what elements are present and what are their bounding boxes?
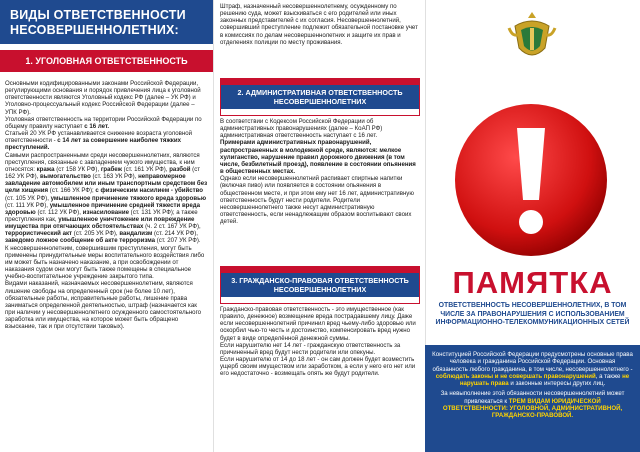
column-left <box>0 0 213 452</box>
paragraph: Уголовная ответственность на территории Российской Федерации по общему правилу наступает с 16 лет. <box>5 115 202 130</box>
section-administrative-title: 2. АДМИНИСТРАТИВНАЯ ОТВЕТСТВЕННОСТЬ НЕСОВЕРШЕННОЛЕТНИХ <box>221 85 419 109</box>
section-civil-header <box>220 266 420 304</box>
paragraph: Если нарушителю нет 14 лет - гражданскую ответственность за причиненный вред будут нести родители или опекуны. <box>220 341 401 356</box>
main-heading-line1: ВИДЫ ОТВЕТСТВЕННОСТИ <box>10 8 186 22</box>
paragraph: Однако если несовершеннолетний распивает спиртные напитки (включая пиво) или появляется в состоянии опьянения в общественном месте, и при этом ему нет 16 лет, административную ответственность будут нести родители. Родители несовершеннолетнего также несут административную ответственность, если ненадлежащим образом воспитывают своих детей. <box>220 175 414 226</box>
fine-text: Штраф, назначенный несовершеннолетнему, осужденному по решению суда, может взыскиваться с его родителей или иных законных представителей с их согласия. Несовершеннолетний, совершивший преступление подлежит обязательной постановке учет в комиссиях по делам несовершеннолетних и защите их прав и отделениях полиции по месту проживания. <box>220 3 418 46</box>
leaflet-title: ПАМЯТКА <box>452 265 613 300</box>
exclamation-icon <box>451 100 611 260</box>
paragraph: К несовершеннолетним, совершившим преступления, могут быть применены принудительные меры воспитательного воздействия либо им может быть назначено наказание, а при освобождении от наказания судом они могут быть также помещены в специальное учебно-воспитательное учреждение закрытого типа. <box>5 244 205 281</box>
main-heading-line2: НЕСОВЕРШЕННОЛЕТНИХ: <box>10 23 179 37</box>
paragraph: Примерами административных правонарушений, распространенных в молодежной среде, являются: мелкое хулиганство, нарушение правил дорожного движения (в том числе, безбилетный проезд), появление в состоянии опьянения в общественных местах. <box>220 139 416 176</box>
section-administrative-header <box>220 78 420 116</box>
constitution-box <box>425 345 640 452</box>
section-criminal-title: 1. УГОЛОВНАЯ ОТВЕТСТВЕННОСТЬ <box>0 50 213 72</box>
prosecutor-emblem-icon <box>505 8 559 68</box>
paragraph: Если нарушителю от 14 до 18 лет - он сам должен будет возместить ущерб своим имуществом или заработком, а если у него его нет или его недостаточно - возмещать опять же будут родители. <box>220 356 416 378</box>
section-civil-title: 3. ГРАЖДАНСКО-ПРАВОВАЯ ОТВЕТСТВЕННОСТЬ НЕСОВЕРШЕННОЛЕТНИХ <box>221 273 419 297</box>
paragraph: Самыми распространенными среди несовершеннолетних, являются преступления, связанные с завладением чужого имущества, к ним относятся: кража (ст 158 УК РФ), грабеж (ст. 161 УК РФ), разбой (ст 162 УК РФ), вымогательство (ст. 163 УК РФ), неправомерное завладение автомобилем или иным транспортным средством без цели хищения (ст. 166 УК РФ); с физическим насилием - убийство (ст. 105 УК РФ), умышленное причинение тяжкого вреда здоровью (ст. 111 УК РФ), умышленное причинение средней тяжести вреда здоровью (ст. 112 УК РФ), изнасилование (ст. 131 УК РФ); а также преступления как, умышленное уничтожение или повреждение имущества при отягчающих обстоятельствах (ч. 2 ст. 167 УК РФ), террористический акт (ст. 205 УК РФ), вандализм (ст. 214 УК РФ), заведомо ложное сообщение об акте терроризма (ст. 207 УК РФ). <box>5 151 208 245</box>
administrative-text <box>220 118 420 263</box>
paragraph: В соответствии с Кодексом Российской Федерации об административных правонарушениях (далее – КоАП РФ) административная ответственность наступает с 16 лет. <box>220 118 383 140</box>
main-heading <box>0 0 213 44</box>
civil-text <box>220 306 420 452</box>
paragraph: Статьей 20 УК РФ устанавливается снижение возраста уголовной ответственности - с 14 лет за совершение наиболее тяжких преступлений. <box>5 130 193 152</box>
paragraph: За невыполнение этой обязанности несовершеннолетний может привлекаться к ТРЕМ ВИДАМ ЮРИДИЧЕСКОЙ ОТВЕТСТВЕННОСТИ: УГОЛОВНОЙ, АДМИНИСТРАТИВНОЙ, ГРАЖДАНСКО-ПРАВОВОЙ. <box>440 390 625 420</box>
paragraph: Видами наказаний, назначаемых несовершеннолетним, являются лишение свободы на определенный срок (не более 10 лет), обязательные работы, исправительные работы, лишение права заниматься определенной деятельностью, штраф (назначается как при наличии у несовершеннолетнего осужденного самостоятельного заработка или имущества, на которое может быть обращено взыскание, так и при отсутствии таковых). <box>5 280 202 331</box>
paragraph: Конституцией Российской Федерации предусмотрены основные права человека и гражданина Российской Федерации. Основная обязанность любого гражданина, в том числе, несовершеннолетнего - соблюдать законы и не совершать правонарушений, а также не нарушать права и законные интересы других лиц. <box>432 351 633 388</box>
criminal-text <box>5 80 208 452</box>
column-middle <box>213 0 425 452</box>
paragraph: Основными кодифицированными законами Российской Федерации, регулирующими основания и порядок привлечения лица к уголовной ответственности являются Уголовный кодекс РФ (далее – УК РФ) и Уголовно-процессуальный кодекс Российской Федерации (далее – УПК РФ). <box>5 80 201 116</box>
leaflet-subtitle: ОТВЕТСТВЕННОСТЬ НЕСОВЕРШЕННОЛЕТНИХ, В ТОМ ЧИСЛЕ ЗА ПРАВОНАРУШЕНИЯ С ИСПОЛЬЗОВАНИЕМ ИНФОРМАЦИОННО-ТЕЛЕКОММУНИКАЦИОННЫХ СЕТЕЙ <box>435 302 630 326</box>
paragraph: Гражданско-правовая ответственность - это имущественное (как правило, денежное) возмещение вреда пострадавшему лицу. Даже если несовершеннолетний причинил вред чьему-либо здоровью или оскорбил чью-то честь и достоинство, компенсировать вред нужно будет в виде определённой денежной суммы. <box>220 306 416 342</box>
